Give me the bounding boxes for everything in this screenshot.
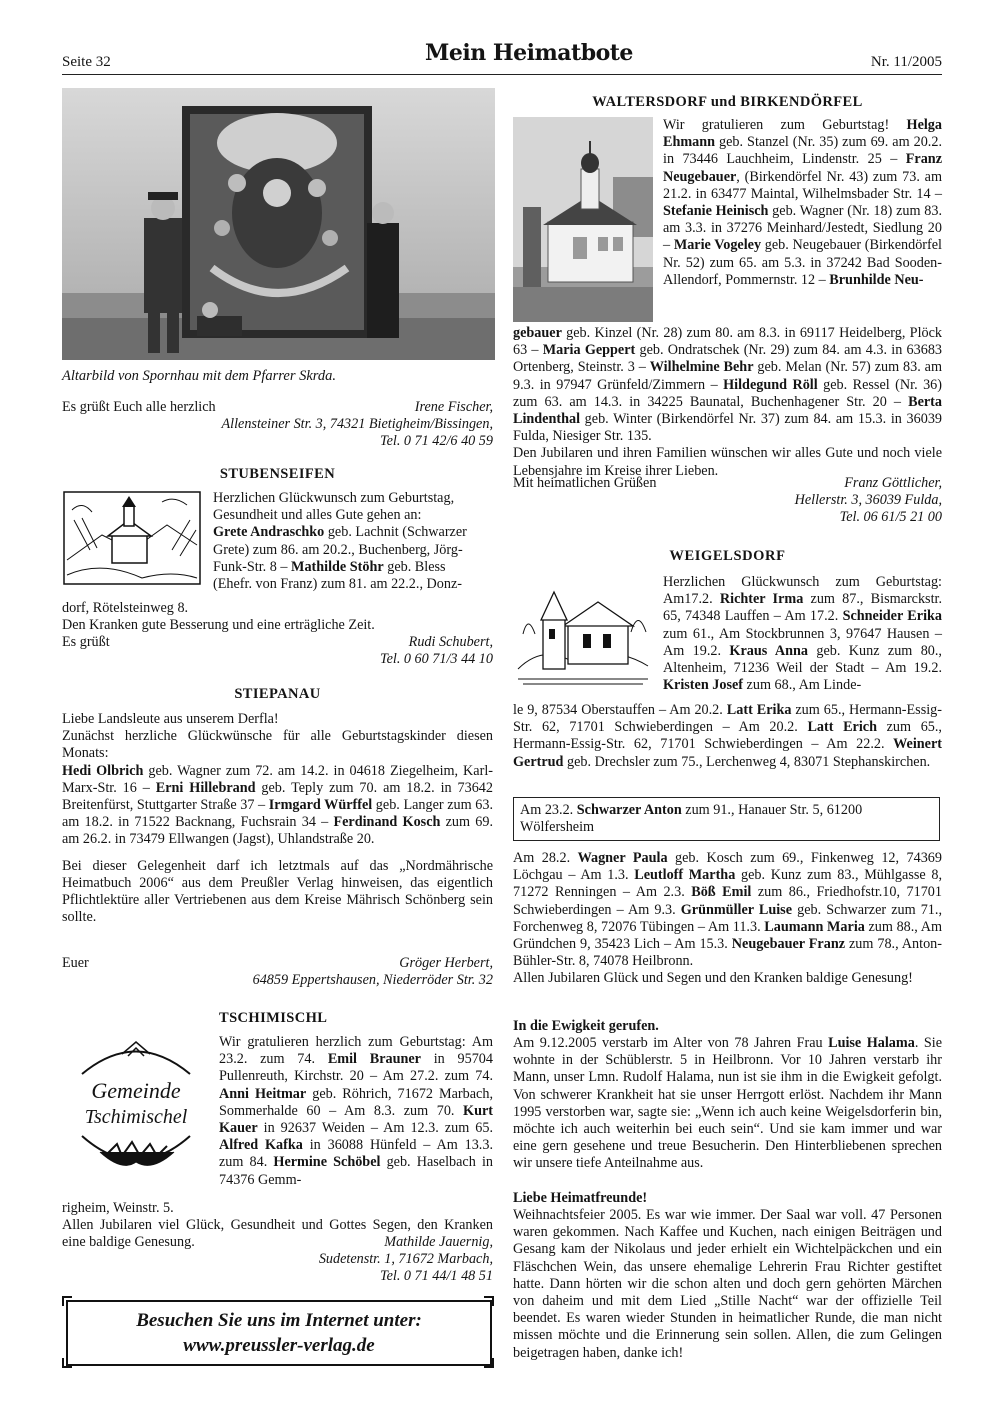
heimatfreunde-text: Weihnachtsfeier 2005. Es war wie immer. Der Saal war voll. 47 Personen waren gekommen. Nach Kaffee und Kuchen, nach einigen Beiträgen und Gesang kam der Nikolaus und jeder erhielt ein Wichtelpäckchen und ein Fläschchen Wein, das unsere ehemalige Lehrerin Frau Richter gestiftet hatte. Dann hörten wir die schon alten und doch gern gehörten Märchen von daheim und mit dem Lied „Stille Nacht“ war der offizielle Teil beendet. Es waren wieder Stunden in heimatlicher Runde, die man nicht missen möchte und die Erinnerung sein sollen. Allen, die zum Gelingen beigetragen haben, danke ich! [513, 1207, 942, 1361]
person-detail: Wir gratulieren herzlich zum Geburtstag: Am 23.2. zum 74. [219, 1034, 493, 1068]
person-name: Hildegund Röll [723, 376, 818, 393]
heimatfreunde-heading: Liebe Heimatfreunde! [513, 1190, 648, 1206]
stiepanau-birthdays [62, 763, 493, 849]
person-name: Weinert Gertrud [513, 736, 942, 770]
person-name: Schwarzer Anton [576, 802, 682, 818]
person-detail: geb. Bless [383, 558, 446, 575]
section-heading-stiepanau: STIEPANAU [234, 686, 321, 702]
person-name: Kraus Anna [729, 642, 808, 659]
person-name: Schneider Erika [842, 608, 942, 625]
person-detail: geb. Kunz zum 83., Mühlgasse 8, 71272 Renningen – Am 2.3. [513, 867, 942, 901]
signature-name: Irene Fischer, [414, 399, 493, 415]
person-detail: geb. Wagner zum 72. am 14.2. in 04618 Ziegelheim, Karl-Marx-Str. 16 – [62, 762, 493, 796]
stubenseifen-line [213, 524, 493, 541]
banner-url-link[interactable]: www.preussler-verlag.de [183, 1335, 375, 1356]
page-number: Seite 32 [62, 54, 111, 70]
person-detail: geb. Ressel (Nr. 36) zum 63. am 14.3. in 34225 Baunatal, Buchenhagener Str. 20 – [513, 376, 942, 410]
person-name: Helga Ehmann [663, 117, 942, 151]
weigelsdorf-birthdays [663, 574, 942, 694]
tschimischl-paragraph: Allen Jubilaren viel Glück, Gesundheit und Gottes Segen, den Kranken eine baldige Genesung. [62, 1217, 493, 1251]
person-detail: geb. Winter (Birkendörfel Nr. 37) zum 84. am 15.3. in 36039 Fulda, Niesiger Str. 135. [513, 411, 942, 445]
person-name: Hedi Olbrich [62, 762, 144, 779]
stubenseifen-line: Grete) zum 86. am 20.2., Buchenberg, Jörg- [213, 541, 463, 558]
person-name: Grünmüller Luise [680, 901, 793, 918]
waltersdorf-birthdays [663, 117, 942, 289]
greeting-text: Es grüßt Euch alle herzlich [62, 399, 216, 415]
person-detail: Am 9.12.2005 verstarb im Alter von 78 Jahren Frau [513, 1035, 829, 1051]
weigelsdorf-church-drawing [513, 574, 653, 692]
person-detail: geb. Drechsler zum 75., Lerchenweg 4, 83071 Stephanskirchen. [563, 753, 931, 770]
person-detail: zum 69. am 26.2. in 73479 Ellwangen (Jagst), Uhlandstraße 20. [62, 814, 493, 848]
person-detail: geb. Melan (Nr. 57) zum 83. am 9.3. in 97947 Grünfeld/Zimmern – [513, 359, 943, 393]
waltersdorf-birthdays [513, 325, 942, 445]
person-name: gebauer [513, 325, 562, 341]
person-detail: zum 78., Anton-Bühler-Str. 8, 74078 Heilbronn. [513, 936, 942, 970]
signature-address: Sudetenstr. 1, 71672 Marbach, [318, 1251, 493, 1267]
person-name: Ferdinand Kosch [333, 814, 441, 831]
person-detail: geb. Kunz zum 80., Altenheim, 71236 Weil der Stadt – Am 19.2. [663, 642, 942, 677]
person-name: Wilhelmine Behr [649, 359, 754, 376]
banner-corner [484, 1296, 494, 1306]
person-name: Kurt Kauer [219, 1102, 493, 1137]
waltersdorf-text-top [663, 117, 942, 289]
greeting-text: Es grüßt [62, 634, 110, 650]
stiepanau-line: Zunächst herzliche Glückwünsche für alle Geburtstagskinder diesen Monats: [62, 728, 493, 762]
stubenseifen-line: Gesundheit und alles Gute gehen an: [213, 507, 422, 524]
masthead-title: Mein Heimatbote [425, 40, 633, 66]
section-heading-tschimischl: TSCHIMISCHL [219, 1010, 328, 1026]
signature-name: Gröger Herbert, [399, 955, 493, 971]
person-detail: in 36088 Hünfeld – Am 13.3. zum 84. [219, 1137, 493, 1171]
stiepanau-text [62, 711, 493, 926]
person-name: Latt Erika [726, 702, 792, 718]
section-heading-waltersdorf: WALTERSDORF und BIRKENDÖRFEL [592, 94, 863, 110]
weigelsdorf-text-bottom [513, 702, 942, 771]
person-detail: in 92637 Weiden – Am 12.3. zum 65. [257, 1120, 493, 1137]
person-detail: geb. Stanzel (Nr. 35) zum 69. am 20.2. in 73446 Lauchheim, Lindenstr. 25 – [663, 134, 942, 168]
person-name: Luise Halama [828, 1035, 915, 1051]
weigelsdorf-birthdays [513, 850, 942, 970]
tschimischl-seal [62, 1034, 210, 1176]
stiepanau-line: Liebe Landsleute aus unserem Derfla! [62, 711, 279, 727]
person-name: Neugebauer Franz [731, 936, 846, 953]
ewigkeit-heading: In die Ewigkeit gerufen. [513, 1018, 659, 1034]
banner-line-1: Besuchen Sie uns im Internet unter: [136, 1310, 422, 1331]
person-detail: zum 61., Am Stockbrunnen 3, 97647 Hausen – Am 19.2. [663, 625, 942, 659]
person-detail: geb. Schwarzer zum 71., Forchenweg 8, 72076 Tübingen – Am 11.3. [513, 901, 942, 935]
highlight-box [513, 797, 940, 841]
greeting-text: Euer [62, 955, 89, 971]
stubenseifen-line: Den Kranken gute Besserung und eine erträgliche Zeit. [62, 617, 375, 633]
signature-tel: Tel. 0 71 42/6 40 59 [380, 433, 493, 449]
internet-banner[interactable] [66, 1300, 492, 1366]
person-name: Hermine Schöbel [273, 1154, 381, 1171]
person-name: Anni Heitmar [219, 1085, 307, 1102]
person-detail: geb. Neugebauer (Birkendörfel Nr. 52) zum 65. am 5.3. in 37242 Bad Sooden-Allendorf, Pommernstr. 12 – [663, 237, 942, 288]
person-detail: geb. Lachnit (Schwarzer [324, 524, 467, 541]
stubenseifen-line: (Ehefr. von Franz) zum 81. am 22.2., Donz- [213, 576, 463, 593]
person-detail: zum 86., Friedhofstr.10, 71701 Schwieberdingen – Am 9.3. [513, 884, 942, 918]
signature-tel: Tel. 0 71 44/1 48 51 [380, 1268, 493, 1284]
person-name: Maria Geppert [542, 342, 636, 359]
stubenseifen-line [213, 559, 493, 576]
banner-corner [62, 1358, 72, 1368]
tschimischl-text [219, 1034, 493, 1189]
person-name: Irmgard Würffel [268, 797, 373, 814]
waltersdorf-text-bottom [513, 325, 942, 480]
person-name: Mathilde Stöhr [291, 558, 384, 575]
person-detail: zum 65., Hermann-Essig-Str. 62, 71701 Schwieberdingen – Am 22.2. [513, 719, 942, 753]
signature-address: Hellerstr. 3, 36039 Fulda, [794, 492, 942, 508]
person-detail: in 95704 Pullenreuth, Kirchstr. 20 – Am 27.2. zum 74. [219, 1051, 493, 1085]
person-name: Emil Brauner [327, 1051, 421, 1068]
person-name: Richter Irma [719, 591, 804, 608]
person-name: Grete Andraschko [213, 524, 325, 541]
seal-line-1: Gemeinde [91, 1078, 181, 1103]
person-detail: geb. Langer zum 63. am 18.2. in 71522 Backnang, Fuchsrain 34 – [62, 797, 493, 831]
person-detail: Am 23.2. [520, 802, 577, 818]
person-detail: , (Birkendörfel Nr. 43) zum 73. am 21.2. in 63477 Maintal, Wilhelmsbader Str. 14 – [663, 168, 942, 202]
weigelsdorf-text-top [663, 574, 942, 694]
signature-name: Franz Göttlicher, [844, 475, 942, 491]
ewigkeit-paragraph [513, 1035, 942, 1173]
banner-corner [484, 1358, 494, 1368]
section-heading-weigelsdorf: WEIGELSDORF [669, 548, 786, 564]
header-rule [62, 74, 942, 75]
person-detail: geb. Teply zum 70. am 18.2. in 73642 Breitenfürst, Stuttgarter Straße 37 – [62, 779, 493, 814]
person-detail: geb. Röhrich, 71672 Marbach, Sommerhalde 60 – Am 8.3. zum 70. [219, 1085, 493, 1119]
greeting-text: Mit heimatlichen Grüßen [513, 475, 657, 491]
issue-number: Nr. 11/2005 [870, 54, 942, 70]
banner-corner [62, 1296, 72, 1306]
person-detail: zum 68., Am Linde- [743, 677, 862, 694]
weigelsdorf-text-more [513, 850, 942, 988]
person-detail: Herzlichen Glückwunsch zum Geburtstag: Am17.2. [663, 574, 942, 608]
person-detail: geb. Wagner (Nr. 18) zum 83. am 3.3. in 37276 Meinhard/Jestedt, Siedlung 20 – [663, 203, 942, 254]
weigelsdorf-paragraph: Allen Jubilaren Glück und Segen und den Kranken baldige Genesung! [513, 970, 913, 987]
seal-line-2: Tschimischel [84, 1106, 188, 1128]
person-detail: Wir gratulieren zum Geburtstag! [663, 117, 907, 133]
person-name: Laumann Maria [764, 918, 865, 935]
stubenseifen-line: dorf, Rötelsteinweg 8. [62, 600, 189, 616]
person-detail: . Sie wohnte in der Schüblerstr. 5 in Heilbronn. Vor 10 Jahren verstarb ihr Mann, unser Lmn. Rudolf Halama, nun ist sie ihm in die Ewigkeit gefolgt. Von schwerer Krankheit hat sie unser Herrgott erlöst. Nachdem ihr Mann 1995 verstorben war, sagte sie: „Wenn ich auch keine Weigelsdorferin bin, möchte ich auch weiterhin bei euch sein“. Und sie kam immer und war eine gern gesehene und treue Besucherin. Den Hinterbliebenen sprechen wir unsere tiefe Anteilnahme aus. [513, 1035, 942, 1172]
signature-tel: Tel. 06 61/5 21 00 [839, 509, 942, 525]
person-detail: zum 65., Hermann-Essig-Str. 62, 71701 Schwieberdingen – Am 20.2. [513, 702, 942, 736]
signature-tel: Tel. 0 60 71/3 44 10 [380, 651, 493, 667]
person-name: Erni Hillebrand [155, 779, 256, 796]
stiepanau-paragraph: Bei dieser Gelegenheit darf ich letztmals auf das „Nordmährische Heimatbuch 2006“ aus dem Preußler Verlag hinweisen, das eigentlich Pflichtlektüre aller Vertriebenen aus dem Kreise Mährisch Schönberg sein sollte. [62, 857, 493, 926]
waltersdorf-chapel-photo [513, 117, 653, 322]
person-detail: geb. Kinzel (Nr. 28) zum 80. am 8.3. in 69117 Heidelberg, Plöck 63 – [513, 325, 942, 359]
signature-address: Allensteiner Str. 3, 74321 Bietigheim/Bissingen, [221, 416, 493, 432]
person-name: Leutloff Martha [634, 867, 736, 884]
ewigkeit-text [513, 1035, 942, 1173]
altar-photo [62, 88, 495, 360]
person-name: Kristen Josef [663, 677, 743, 694]
stubenseifen-church-drawing [62, 490, 202, 586]
person-name: Alfred Kafka [219, 1137, 303, 1154]
photo-caption: Altarbild von Spornhau mit dem Pfarrer Skrda. [62, 368, 337, 384]
signature-address: 64859 Eppertshausen, Niederröder Str. 32 [252, 972, 493, 988]
person-detail: zum 91., Hanauer Str. 5, 61200 Wölfersheim [520, 802, 863, 836]
signature-name: Rudi Schubert, [408, 634, 493, 650]
person-name: Wagner Paula [577, 850, 668, 866]
stubenseifen-line: Herzlichen Glückwunsch zum Geburtstag, [213, 490, 455, 506]
stubenseifen-text [213, 490, 493, 593]
person-detail: geb. Kosch zum 69., Finkenweg 12, 74369 Löchgau – Am 1.3. [513, 850, 942, 884]
person-detail: zum 88., Am Gründchen 9, 35423 Lich – Am 15.3. [513, 918, 942, 953]
person-name: Berta Lindenthal [513, 393, 942, 428]
tschimischl-line: righeim, Weinstr. 5. [62, 1200, 174, 1216]
person-name: Marie Vogeley [673, 237, 762, 254]
person-name: Böß Emil [691, 884, 752, 901]
waltersdorf-paragraph: Den Jubilaren und ihren Familien wünschen wir alles Gute und noch viele Lebensjahre im Kreise ihrer Lieben. [513, 445, 942, 479]
person-detail: le 9, 87534 Oberstauffen – Am 20.2. [513, 702, 727, 718]
person-name: Latt Erich [807, 719, 877, 736]
section-heading-stubenseifen: STUBENSEIFEN [219, 466, 336, 482]
weigelsdorf-birthdays [513, 702, 942, 771]
signature-name: Mathilde Jauernig, [384, 1234, 493, 1250]
person-detail: zum 87., Bismarckstr. 65, 74348 Lauffen – Am 17.2. [663, 591, 943, 625]
tschimischl-birthdays [219, 1034, 493, 1189]
person-name: Stefanie Heinisch [663, 203, 769, 220]
person-name: Brunhilde Neu- [829, 271, 924, 288]
person-detail: geb. Haselbach in 74376 Gemm- [219, 1154, 493, 1188]
person-detail: geb. Ondratschek (Nr. 29) zum 84. am 4.3. in 63683 Ortenberg, Steinstr. 3 – [513, 342, 943, 376]
person-detail: Funk-Str. 8 – [213, 558, 292, 575]
person-detail: Am 28.2. [513, 850, 578, 866]
person-name: Franz Neugebauer [663, 151, 942, 185]
